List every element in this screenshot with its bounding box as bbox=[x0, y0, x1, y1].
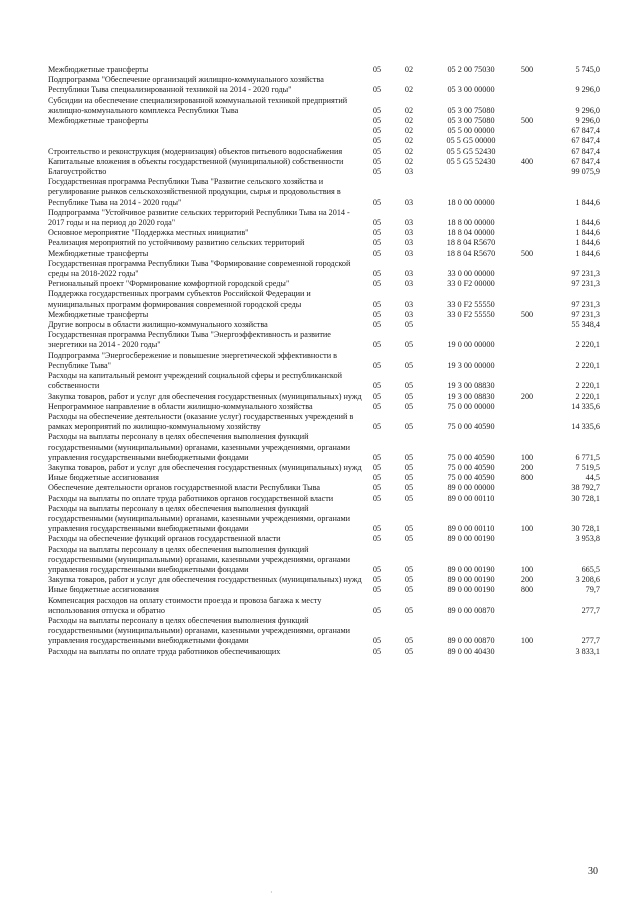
row-name: Иные бюджетные ассигнования bbox=[48, 473, 159, 483]
row-code: 05 3 00 75080 bbox=[447, 116, 495, 126]
row-code: 05 2 00 75030 bbox=[447, 65, 495, 74]
row-section: 05 bbox=[372, 340, 382, 350]
row-amount: 3 953,8 bbox=[575, 534, 600, 544]
row-amount: 1 844,6 bbox=[575, 248, 600, 258]
row-amount: 5 745,0 bbox=[575, 65, 600, 74]
table-row bbox=[48, 177, 600, 208]
table-row bbox=[48, 136, 600, 146]
row-type bbox=[512, 228, 542, 238]
row-code: 33 0 00 00000 bbox=[447, 269, 495, 279]
row-code: 89 0 00 00190 bbox=[447, 534, 495, 544]
table-row bbox=[48, 351, 600, 371]
row-code: 89 0 00 00110 bbox=[447, 524, 495, 534]
row-section: 05 bbox=[372, 473, 382, 483]
row-name: Межбюджетные трансферты bbox=[48, 116, 149, 126]
row-subsection: 02 bbox=[404, 136, 414, 146]
table-row bbox=[48, 320, 600, 330]
row-type: 800 bbox=[520, 585, 534, 595]
table-row bbox=[48, 289, 600, 309]
row-amount: 1 844,6 bbox=[575, 228, 600, 238]
row-code: 18 0 00 00000 bbox=[447, 197, 495, 207]
row-code: 89 0 00 00110 bbox=[447, 493, 495, 503]
row-name: Подпрограмма "Устойчивое развитие сельских территорий Республики Тыва на 2014 - 2017 годы и на период до 2020 года" bbox=[48, 207, 350, 228]
row-amount: 55 348,4 bbox=[571, 320, 600, 330]
row-code: 89 0 00 00000 bbox=[447, 483, 495, 493]
row-amount: 277,7 bbox=[581, 636, 600, 646]
row-subsection: 05 bbox=[404, 462, 414, 472]
table-row bbox=[48, 585, 600, 595]
row-name: Непрограммное направление в области жилищно-коммунального хозяйства bbox=[48, 401, 313, 411]
row-subsection: 02 bbox=[404, 105, 414, 115]
row-name: Капитальные вложения в объекты государственной (муниципальной) собственности bbox=[48, 156, 344, 166]
row-name: Подпрограмма "Энергосбережение и повышение энергетической эффективности в Республике Тыва" bbox=[48, 350, 338, 370]
row-subsection: 05 bbox=[404, 564, 414, 574]
table-row bbox=[48, 116, 600, 126]
table-row bbox=[48, 463, 600, 473]
row-code: 19 0 00 00000 bbox=[447, 340, 495, 350]
row-code: 89 0 00 40430 bbox=[447, 646, 495, 656]
row-section: 05 bbox=[372, 65, 382, 74]
row-name: Государственная программа Республики Тыва "Формирование современной городской среды на 2018-2022 годы" bbox=[48, 258, 351, 279]
row-type: 100 bbox=[520, 636, 534, 646]
row-type: 100 bbox=[520, 564, 534, 574]
row-name: Благоустройство bbox=[48, 167, 107, 177]
row-type bbox=[512, 96, 542, 116]
row-code: 75 0 00 00000 bbox=[447, 401, 495, 411]
row-subsection: 05 bbox=[404, 605, 414, 615]
row-section: 05 bbox=[372, 248, 382, 258]
row-name: Расходы на выплаты персоналу в целях обеспечения выполнения функций государственными (муниципальными) органами, казенными учреждениями, органами управления государственными внебюджетными фондами bbox=[48, 544, 351, 574]
row-name: Другие вопросы в области жилищно-коммунального хозяйства bbox=[48, 320, 268, 330]
row-code: 19 3 00 00000 bbox=[447, 360, 495, 370]
row-type bbox=[512, 177, 542, 208]
row-type: 100 bbox=[520, 452, 534, 462]
row-subsection: 05 bbox=[404, 524, 414, 534]
row-type bbox=[512, 596, 542, 616]
row-section: 05 bbox=[372, 381, 382, 391]
row-subsection: 05 bbox=[404, 401, 414, 411]
row-amount: 2 220,1 bbox=[575, 340, 600, 350]
table-row bbox=[48, 616, 600, 647]
row-subsection: 03 bbox=[404, 299, 414, 309]
row-name: Расходы на обеспечение функций органов государственной власти bbox=[48, 534, 281, 544]
row-amount: 3 208,6 bbox=[575, 575, 600, 585]
row-amount: 44,5 bbox=[585, 473, 600, 483]
row-name: Обеспечение деятельности органов государственной власти Республики Тыва bbox=[48, 483, 321, 493]
row-section: 05 bbox=[372, 269, 382, 279]
row-subsection: 05 bbox=[404, 391, 414, 401]
budget-rows bbox=[48, 65, 600, 657]
row-code: 33 0 F2 55550 bbox=[447, 309, 495, 319]
row-type bbox=[512, 494, 542, 504]
row-code: 89 0 00 00870 bbox=[447, 636, 495, 646]
row-code: 33 0 F2 00000 bbox=[447, 279, 495, 289]
page-number: 30 bbox=[588, 866, 598, 877]
row-subsection: 05 bbox=[404, 493, 414, 503]
row-type bbox=[512, 289, 542, 309]
row-code: 75 0 00 40590 bbox=[447, 452, 495, 462]
row-section: 05 bbox=[372, 218, 382, 228]
row-type: 200 bbox=[520, 575, 534, 585]
table-row bbox=[48, 259, 600, 279]
row-subsection: 03 bbox=[404, 309, 414, 319]
row-name: Государственная программа Республики Тыва "Энергоэффективность и развитие энергетики на 2014 - 2020 годы" bbox=[48, 330, 331, 350]
row-type bbox=[512, 167, 542, 177]
row-code: 33 0 F2 55550 bbox=[447, 299, 495, 309]
row-section: 05 bbox=[372, 156, 382, 166]
row-amount: 2 220,1 bbox=[575, 391, 600, 401]
row-subsection: 03 bbox=[404, 269, 414, 279]
row-name bbox=[48, 126, 366, 136]
row-amount: 1 844,6 bbox=[575, 218, 600, 228]
row-subsection: 02 bbox=[404, 146, 414, 156]
row-amount: 97 231,3 bbox=[571, 279, 600, 289]
row-subsection: 05 bbox=[404, 473, 414, 483]
row-name: Государственная программа Республики Тыва "Развитие сельского хозяйства и регулирование рынков сельскохозяйственной продукции, сырья и продовольствия в Республике Тыва на 2014 - 2020 годы" bbox=[48, 177, 341, 207]
row-name: Расходы на выплаты персоналу в целях обеспечения выполнения функций государственными (муниципальными) органами, казенными учреждениями, органами управления государственными внебюджетными фондами bbox=[48, 503, 351, 534]
row-name: Закупка товаров, работ и услуг для обеспечения государственных (муниципальных) нужд bbox=[48, 462, 362, 472]
row-amount: 67 847,4 bbox=[571, 156, 600, 166]
row-amount: 665,5 bbox=[581, 564, 600, 574]
row-code: 19 3 00 08830 bbox=[447, 391, 495, 401]
row-subsection: 02 bbox=[404, 65, 414, 74]
row-subsection: 03 bbox=[404, 238, 414, 248]
row-name: Основное мероприятие "Поддержка местных инициатив" bbox=[48, 228, 249, 238]
row-amount: 6 771,5 bbox=[575, 452, 600, 462]
row-type: 100 bbox=[520, 524, 534, 534]
row-amount: 2 220,1 bbox=[575, 381, 600, 391]
row-name: Подпрограмма "Обеспечение организаций жилищно-коммунального хозяйства Республики Тыва специализированной техникой на 2014 - 2020 годы" bbox=[48, 75, 324, 95]
row-amount: 14 335,6 bbox=[571, 401, 600, 411]
row-subsection: 03 bbox=[404, 167, 414, 177]
row-name: Компенсация расходов на оплату стоимости проезда и провоза багажа к месту использования отпуска и обратно bbox=[48, 595, 322, 615]
row-name: Поддержка государственных программ субъектов Российской Федерации и муниципальных программ формирования современной городской среды bbox=[48, 289, 311, 309]
row-subsection: 03 bbox=[404, 279, 414, 289]
row-code: 89 0 00 00190 bbox=[447, 564, 495, 574]
row-type: 500 bbox=[520, 65, 534, 74]
table-row bbox=[48, 596, 600, 616]
table-row bbox=[48, 310, 600, 320]
row-name: Закупка товаров, работ и услуг для обеспечения государственных (муниципальных) нужд bbox=[48, 575, 362, 585]
row-name: Расходы на выплаты персоналу в целях обеспечения выполнения функций государственными (муниципальными) органами, казенными учреждениями, органами управления государственными внебюджетными фондами bbox=[48, 432, 351, 462]
row-subsection: 02 bbox=[404, 126, 414, 136]
row-type bbox=[512, 402, 542, 412]
row-code bbox=[430, 320, 512, 330]
row-code: 18 8 00 00000 bbox=[447, 218, 495, 228]
row-name: Межбюджетные трансферты bbox=[48, 248, 149, 258]
table-row bbox=[48, 238, 600, 248]
row-code: 89 0 00 00190 bbox=[447, 585, 495, 595]
row-type: 800 bbox=[520, 473, 534, 483]
row-type: 400 bbox=[520, 156, 534, 166]
row-amount: 9 296,0 bbox=[575, 105, 600, 115]
row-section: 05 bbox=[372, 146, 382, 156]
row-subsection: 03 bbox=[404, 218, 414, 228]
row-code bbox=[430, 167, 512, 177]
row-section: 05 bbox=[372, 279, 382, 289]
row-amount: 97 231,3 bbox=[571, 269, 600, 279]
row-amount: 79,7 bbox=[585, 585, 600, 595]
row-amount: 38 792,7 bbox=[571, 483, 600, 493]
row-subsection: 05 bbox=[404, 320, 414, 330]
table-row bbox=[48, 473, 600, 483]
row-section: 05 bbox=[372, 401, 382, 411]
row-type: 500 bbox=[520, 309, 534, 319]
table-row bbox=[48, 483, 600, 493]
row-amount: 67 847,4 bbox=[571, 126, 600, 136]
table-row bbox=[48, 534, 600, 544]
row-amount: 14 335,6 bbox=[571, 422, 600, 432]
row-name: Расходы на выплаты персоналу в целях обеспечения выполнения функций государственными (муниципальными) органами, казенными учреждениями, органами управления государственными внебюджетными фондами bbox=[48, 615, 351, 646]
row-section: 05 bbox=[372, 105, 382, 115]
row-name: Расходы на выплаты по оплате труда работников обеспечивающих bbox=[48, 646, 281, 656]
row-subsection: 05 bbox=[404, 360, 414, 370]
row-section: 05 bbox=[372, 126, 382, 136]
row-code: 89 0 00 00870 bbox=[447, 605, 495, 615]
row-code: 05 5 G5 52430 bbox=[446, 146, 496, 156]
row-amount: 97 231,3 bbox=[571, 309, 600, 319]
row-section: 05 bbox=[372, 360, 382, 370]
row-name: Субсидии на обеспечение специализированной коммунальной техникой предприятий жилищно-коммунального комплекса Республики Тыва bbox=[48, 95, 348, 115]
row-name: Межбюджетные трансферты bbox=[48, 65, 149, 74]
row-name: Расходы на выплаты по оплате труда работников органов государственной власти bbox=[48, 493, 334, 503]
row-section: 05 bbox=[372, 422, 382, 432]
row-code: 75 0 00 40590 bbox=[447, 422, 495, 432]
row-code: 18 8 04 R5670 bbox=[446, 238, 496, 248]
table-row bbox=[48, 65, 600, 75]
row-section: 05 bbox=[372, 646, 382, 656]
row-code: 75 0 00 40590 bbox=[447, 462, 495, 472]
table-row bbox=[48, 167, 600, 177]
row-subsection: 05 bbox=[404, 585, 414, 595]
row-section: 05 bbox=[372, 320, 382, 330]
table-row bbox=[48, 157, 600, 167]
row-type bbox=[512, 351, 542, 371]
row-subsection: 03 bbox=[404, 248, 414, 258]
table-row bbox=[48, 126, 600, 136]
row-code: 18 8 04 00000 bbox=[447, 228, 495, 238]
row-name: Иные бюджетные ассигнования bbox=[48, 585, 159, 595]
row-amount: 67 847,4 bbox=[571, 146, 600, 156]
row-subsection: 05 bbox=[404, 422, 414, 432]
row-code: 19 3 00 08830 bbox=[447, 381, 495, 391]
row-amount: 3 833,1 bbox=[575, 646, 600, 656]
table-row bbox=[48, 147, 600, 157]
scan-dot: · bbox=[270, 888, 273, 897]
row-section: 05 bbox=[372, 228, 382, 238]
row-type: 200 bbox=[520, 462, 534, 472]
table-row bbox=[48, 371, 600, 391]
row-amount: 99 075,9 bbox=[571, 167, 600, 177]
row-subsection: 03 bbox=[404, 228, 414, 238]
row-type bbox=[512, 147, 542, 157]
row-type bbox=[512, 371, 542, 391]
row-type bbox=[512, 534, 542, 544]
row-subsection: 05 bbox=[404, 452, 414, 462]
row-amount: 30 728,1 bbox=[571, 524, 600, 534]
row-section: 05 bbox=[372, 197, 382, 207]
row-section: 05 bbox=[372, 167, 382, 177]
row-section: 05 bbox=[372, 534, 382, 544]
row-code: 05 5 00 00000 bbox=[447, 126, 495, 136]
table-row bbox=[48, 402, 600, 412]
row-section: 05 bbox=[372, 605, 382, 615]
row-name: Реализация мероприятий по устойчивому развитию сельских территорий bbox=[48, 238, 305, 248]
row-section: 05 bbox=[372, 309, 382, 319]
row-section: 05 bbox=[372, 585, 382, 595]
row-section: 05 bbox=[372, 452, 382, 462]
row-code: 05 3 00 75080 bbox=[447, 105, 495, 115]
row-section: 05 bbox=[372, 116, 382, 126]
row-code: 05 3 00 00000 bbox=[447, 85, 495, 95]
row-name: Межбюджетные трансферты bbox=[48, 309, 149, 319]
table-row bbox=[48, 432, 600, 463]
table-row bbox=[48, 96, 600, 116]
row-code: 05 5 G5 52430 bbox=[446, 156, 496, 166]
row-code: 89 0 00 00190 bbox=[447, 575, 495, 585]
row-type bbox=[512, 136, 542, 146]
table-row bbox=[48, 545, 600, 576]
row-type bbox=[512, 259, 542, 279]
row-subsection: 05 bbox=[404, 340, 414, 350]
row-type bbox=[512, 279, 542, 289]
row-section: 05 bbox=[372, 85, 382, 95]
row-subsection: 02 bbox=[404, 116, 414, 126]
row-amount: 9 296,0 bbox=[575, 85, 600, 95]
table-row bbox=[48, 228, 600, 238]
row-section: 05 bbox=[372, 483, 382, 493]
row-type bbox=[512, 483, 542, 493]
table-row bbox=[48, 330, 600, 350]
row-amount: 277,7 bbox=[581, 605, 600, 615]
row-type bbox=[512, 330, 542, 350]
row-name: Строительство и реконструкция (модернизация) объектов питьевого водоснабжения bbox=[48, 146, 343, 156]
row-section: 05 bbox=[372, 575, 382, 585]
row-amount: 30 728,1 bbox=[571, 493, 600, 503]
row-section: 05 bbox=[372, 238, 382, 248]
table-row bbox=[48, 392, 600, 402]
row-type: 500 bbox=[520, 116, 534, 126]
table-row bbox=[48, 494, 600, 504]
row-name: Расходы на капитальный ремонт учреждений социальной сферы и республиканской собственности bbox=[48, 371, 342, 391]
row-amount: 7 519,5 bbox=[575, 462, 600, 472]
row-type bbox=[512, 320, 542, 330]
row-subsection: 05 bbox=[404, 636, 414, 646]
row-amount: 97 231,3 bbox=[571, 299, 600, 309]
row-section: 05 bbox=[372, 564, 382, 574]
row-amount: 9 296,0 bbox=[575, 116, 600, 126]
row-type: 500 bbox=[520, 248, 534, 258]
row-subsection: 03 bbox=[404, 197, 414, 207]
row-subsection: 02 bbox=[404, 156, 414, 166]
row-amount: 1 844,6 bbox=[575, 238, 600, 248]
row-type bbox=[512, 75, 542, 95]
table-row bbox=[48, 208, 600, 228]
row-section: 05 bbox=[372, 636, 382, 646]
row-section: 05 bbox=[372, 462, 382, 472]
row-name: Закупка товаров, работ и услуг для обеспечения государственных (муниципальных) нужд bbox=[48, 391, 362, 401]
row-code: 18 8 04 R5670 bbox=[446, 248, 496, 258]
row-name: Региональный проект "Формирование комфортной городской среды" bbox=[48, 279, 290, 289]
row-name: Расходы на обеспечение деятельности (оказание услуг) государственных учреждений в рамках мероприятий по жилищно-коммунальному хозяйству bbox=[48, 411, 354, 432]
table-row bbox=[48, 647, 600, 657]
row-amount: 67 847,4 bbox=[571, 136, 600, 146]
row-type: 200 bbox=[520, 391, 534, 401]
table-row bbox=[48, 279, 600, 289]
table-row bbox=[48, 249, 600, 259]
row-section: 05 bbox=[372, 391, 382, 401]
row-subsection: 02 bbox=[404, 85, 414, 95]
row-type bbox=[512, 412, 542, 432]
row-subsection: 05 bbox=[404, 381, 414, 391]
row-subsection: 05 bbox=[404, 575, 414, 585]
row-code: 05 5 G5 00000 bbox=[446, 136, 496, 146]
row-type bbox=[512, 238, 542, 248]
row-type bbox=[512, 647, 542, 657]
row-section: 05 bbox=[372, 524, 382, 534]
table-row bbox=[48, 75, 600, 95]
table-row bbox=[48, 575, 600, 585]
row-subsection: 05 bbox=[404, 646, 414, 656]
table-row bbox=[48, 412, 600, 432]
row-section: 05 bbox=[372, 136, 382, 146]
table-row bbox=[48, 504, 600, 535]
row-type bbox=[512, 126, 542, 136]
row-type bbox=[512, 208, 542, 228]
row-subsection: 05 bbox=[404, 534, 414, 544]
row-section: 05 bbox=[372, 493, 382, 503]
row-subsection: 05 bbox=[404, 483, 414, 493]
row-name bbox=[48, 136, 366, 146]
row-amount: 2 220,1 bbox=[575, 360, 600, 370]
row-amount: 1 844,6 bbox=[575, 197, 600, 207]
row-section: 05 bbox=[372, 299, 382, 309]
budget-table bbox=[48, 65, 600, 657]
row-code: 75 0 00 40590 bbox=[447, 473, 495, 483]
